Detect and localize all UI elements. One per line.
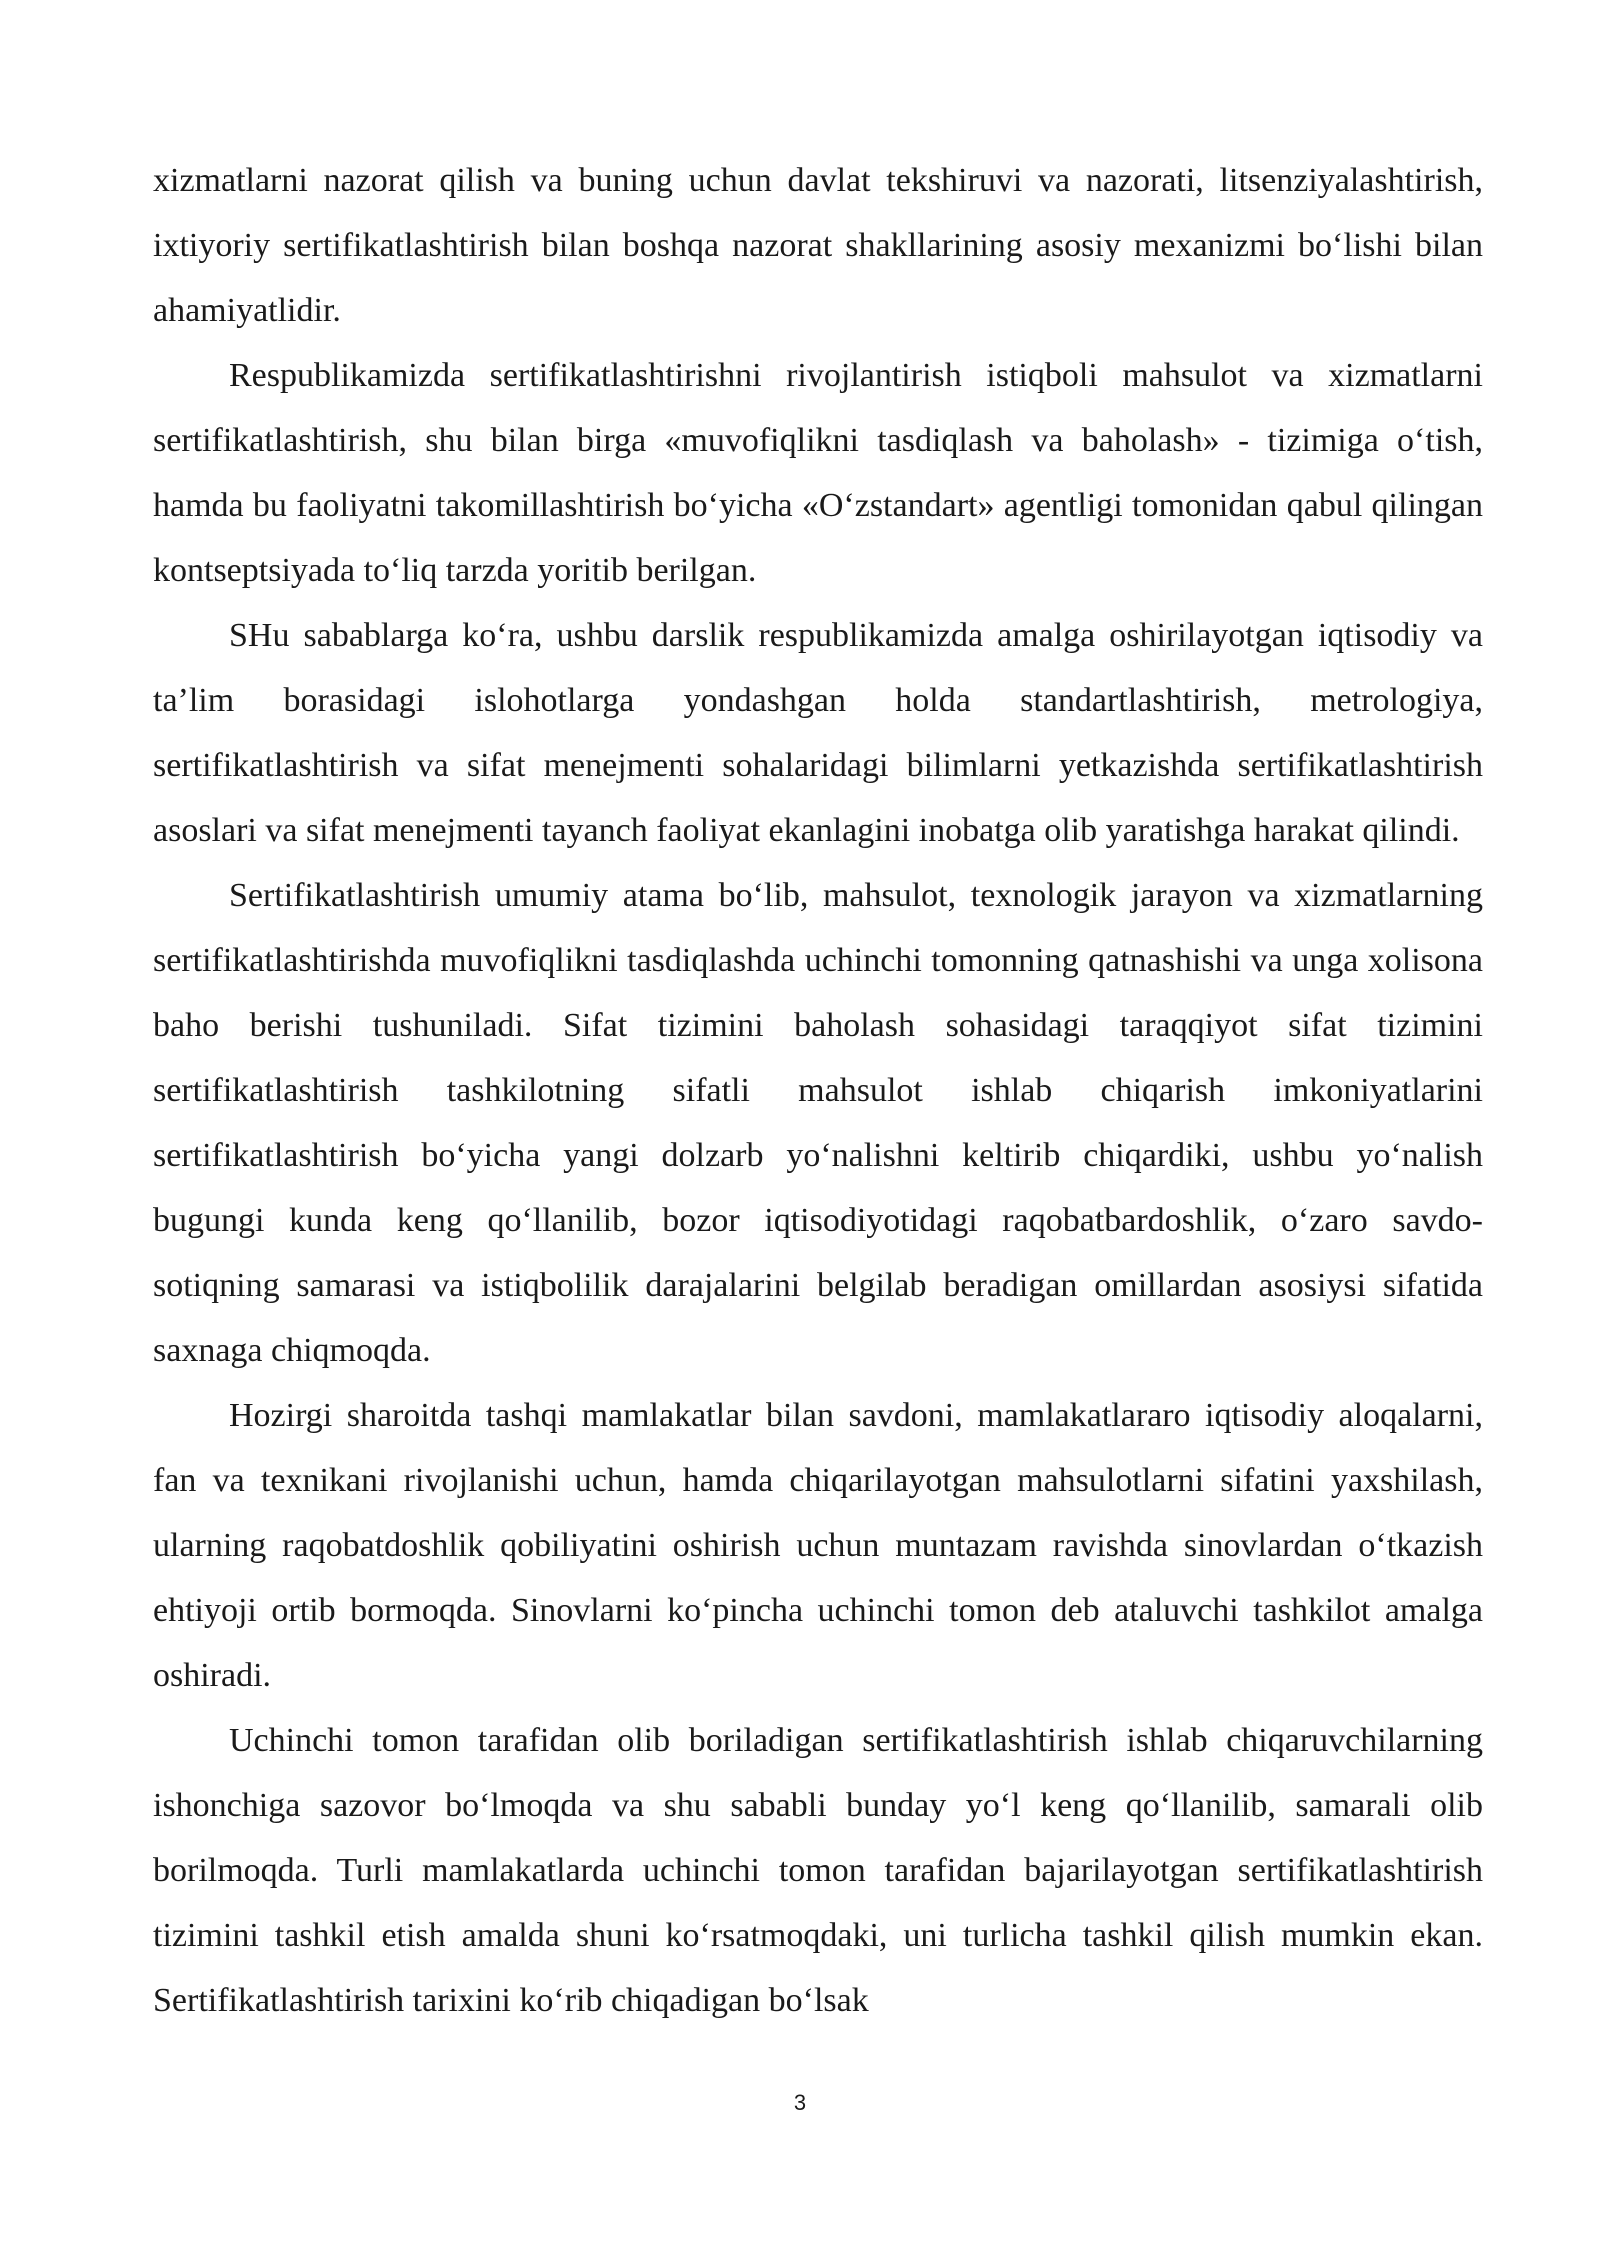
page-number: 3 bbox=[793, 2090, 807, 2115]
paragraph: Hozirgi sharoitda tashqi mamlakatlar bilan savdoni, mamlakatlararo iqtisodiy aloqalarni, fan va texnikani rivojlanishi uchun, hamda chiqarilayotgan mahsulotlarni sifatini yaxshilash, ularning raqobatdoshlik qobiliyatini oshirish uchun muntazam ravishda sinovlardan o‘tkazish ehtiyoji ortib bormoqda. Sinovlarni ko‘pincha uchinchi tomon deb ataluvchi tashkilot amalga oshiradi. bbox=[153, 1397, 1483, 1694]
paragraph: Uchinchi tomon tarafidan olib boriladigan sertifikatlashtirish ishlab chiqaruvchilarning ishonchiga sazovor bo‘lmoqda va shu sababli bunday yo‘l keng qo‘llanilib, samarali olib borilmoqda. Turli mamlakatlarda uchinchi tomon tarafidan bajarilayotgan sertifikatlashtirish tizimini tashkil etish amalda shuni ko‘rsatmoqdaki, uni turlicha tashkil qilish mumkin ekan. Sertifikatlashtirish tarixini ko‘rib chiqadigan bo‘lsak bbox=[153, 1722, 1483, 2019]
paragraph-continuation: xizmatlarni nazorat qilish va buning uchun davlat tekshiruvi va nazorati, litsenziyalashtirish, ixtiyoriy sertifikatlashtirish bilan boshqa nazorat shakllarining asosiy mexanizmi bo‘lishi bilan ahamiyatlidir. bbox=[153, 162, 1483, 329]
paragraph: SHu sabablarga ko‘ra, ushbu darslik respublikamizda amalga oshirilayotgan iqtisodiy va ta’lim borasidagi islohotlarga yondashgan holda standartlashtirish, metrologiya, sertifikatlashtirish va sifat menejmenti sohalaridagi bilimlarni yetkazishda sertifikatlashtirish asoslari va sifat menejmenti tayanch faoliyat ekanlagini inobatga olib yaratishga harakat qilindi. bbox=[153, 617, 1483, 849]
paragraph: Sertifikatlashtirish umumiy atama bo‘lib, mahsulot, texnologik jarayon va xizmatlarning sertifikatlashtirishda muvofiqlikni tasdiqlashda uchinchi tomonning qatnashishi va unga xolisona baho berishi tushuniladi. Sifat tizimini baholash sohasidagi taraqqiyot sifat tizimini sertifikatlashtirish tashkilotning sifatli mahsulot ishlab chiqarish imkoniyatlarini sertifikatlashtirish bo‘yicha yangi dolzarb yo‘nalishni keltirib chiqardiki, ushbu yo‘nalish bugungi kunda keng qo‘llanilib, bozor iqtisodiyotidagi raqobatbardoshlik, o‘zaro savdo- sotiqning samarasi va istiqbolilik darajalarini belgilab beradigan omillardan asosiysi sifatida saxnaga chiqmoqda. bbox=[153, 877, 1483, 1369]
body-text bbox=[153, 148, 1483, 2033]
paragraph: Respublikamizda sertifikatlashtirishni rivojlantirish istiqboli mahsulot va xizmatlarni sertifikatlashtirish, shu bilan birga «muvofiqlikni tasdiqlash va baholash» - tizimiga o‘tish, hamda bu faoliyatni takomillashtirish bo‘yicha «O‘zstandart» agentligi tomonidan qabul qilingan kontseptsiyada to‘liq tarzda yoritib berilgan. bbox=[153, 357, 1483, 589]
